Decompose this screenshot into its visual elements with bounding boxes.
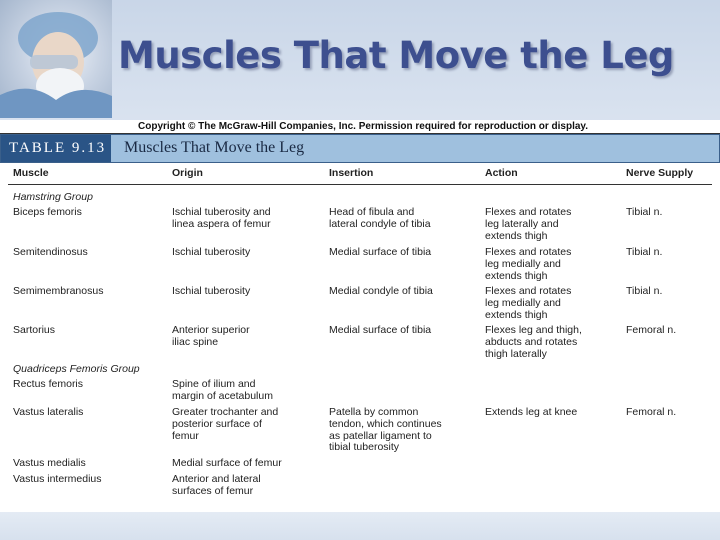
insertion-cell: Medial surface of tibia (329, 246, 432, 258)
muscle-table (0, 133, 720, 513)
action-cell: Flexes and rotates leg laterally and extends thigh (485, 206, 572, 242)
muscle-name: Sartorius (13, 324, 56, 336)
header-divider (8, 184, 712, 185)
group-label-quadriceps: Quadriceps Femoris Group (13, 363, 140, 375)
action-cell: Extends leg at knee (485, 406, 578, 418)
nerve-cell: Femoral n. (626, 324, 677, 336)
muscle-name: Vastus lateralis (13, 406, 84, 418)
column-header-nerve-supply: Nerve Supply (626, 167, 694, 179)
origin-cell: Ischial tuberosity and linea aspera of femur (172, 206, 271, 230)
origin-cell: Anterior superior iliac spine (172, 324, 250, 348)
muscle-name: Vastus intermedius (13, 473, 102, 485)
action-cell: Flexes and rotates leg medially and extends thigh (485, 246, 572, 282)
surgeon-illustration (0, 0, 112, 118)
insertion-cell: Patella by common tendon, which continues as patellar ligament to tibial tuberosity (329, 406, 442, 454)
insertion-cell: Medial surface of tibia (329, 324, 432, 336)
table-title: Muscles That Move the Leg (124, 139, 305, 156)
muscle-name: Biceps femoris (13, 206, 82, 218)
group-label-hamstring: Hamstring Group (13, 191, 93, 203)
nerve-cell: Tibial n. (626, 285, 663, 297)
muscle-name: Vastus medialis (13, 457, 86, 469)
insertion-cell: Head of fibula and lateral condyle of tibia (329, 206, 431, 230)
origin-cell: Ischial tuberosity (172, 246, 251, 258)
action-cell: Flexes leg and thigh, abducts and rotates thigh laterally (485, 324, 582, 360)
origin-cell: Medial surface of femur (172, 457, 282, 469)
muscle-name: Rectus femoris (13, 378, 84, 390)
surgeon-photo (0, 0, 112, 118)
table-number: TABLE 9.13 (1, 135, 111, 162)
insertion-cell: Medial condyle of tibia (329, 285, 433, 297)
column-header-action: Action (485, 167, 518, 179)
column-header-origin: Origin (172, 167, 203, 179)
page-title: Muscles That Move the Leg (118, 34, 674, 77)
copyright-notice: Copyright © The McGraw-Hill Companies, Inc. Permission required for reproduction or display. (138, 121, 589, 132)
nerve-cell: Femoral n. (626, 406, 677, 418)
origin-cell: Spine of ilium and margin of acetabulum (172, 378, 273, 402)
copyright-bar (0, 120, 720, 134)
origin-cell: Anterior and lateral surfaces of femur (172, 473, 261, 497)
slide-background-footer (0, 512, 720, 540)
column-header-muscle: Muscle (13, 167, 49, 179)
nerve-cell: Tibial n. (626, 206, 663, 218)
table-header-bar (0, 134, 720, 163)
muscle-name: Semimembranosus (13, 285, 104, 297)
origin-cell: Greater trochanter and posterior surface of femur (172, 406, 279, 442)
nerve-cell: Tibial n. (626, 246, 663, 258)
origin-cell: Ischial tuberosity (172, 285, 251, 297)
column-header-insertion: Insertion (329, 167, 374, 179)
action-cell: Flexes and rotates leg medially and extends thigh (485, 285, 572, 321)
muscle-name: Semitendinosus (13, 246, 88, 258)
